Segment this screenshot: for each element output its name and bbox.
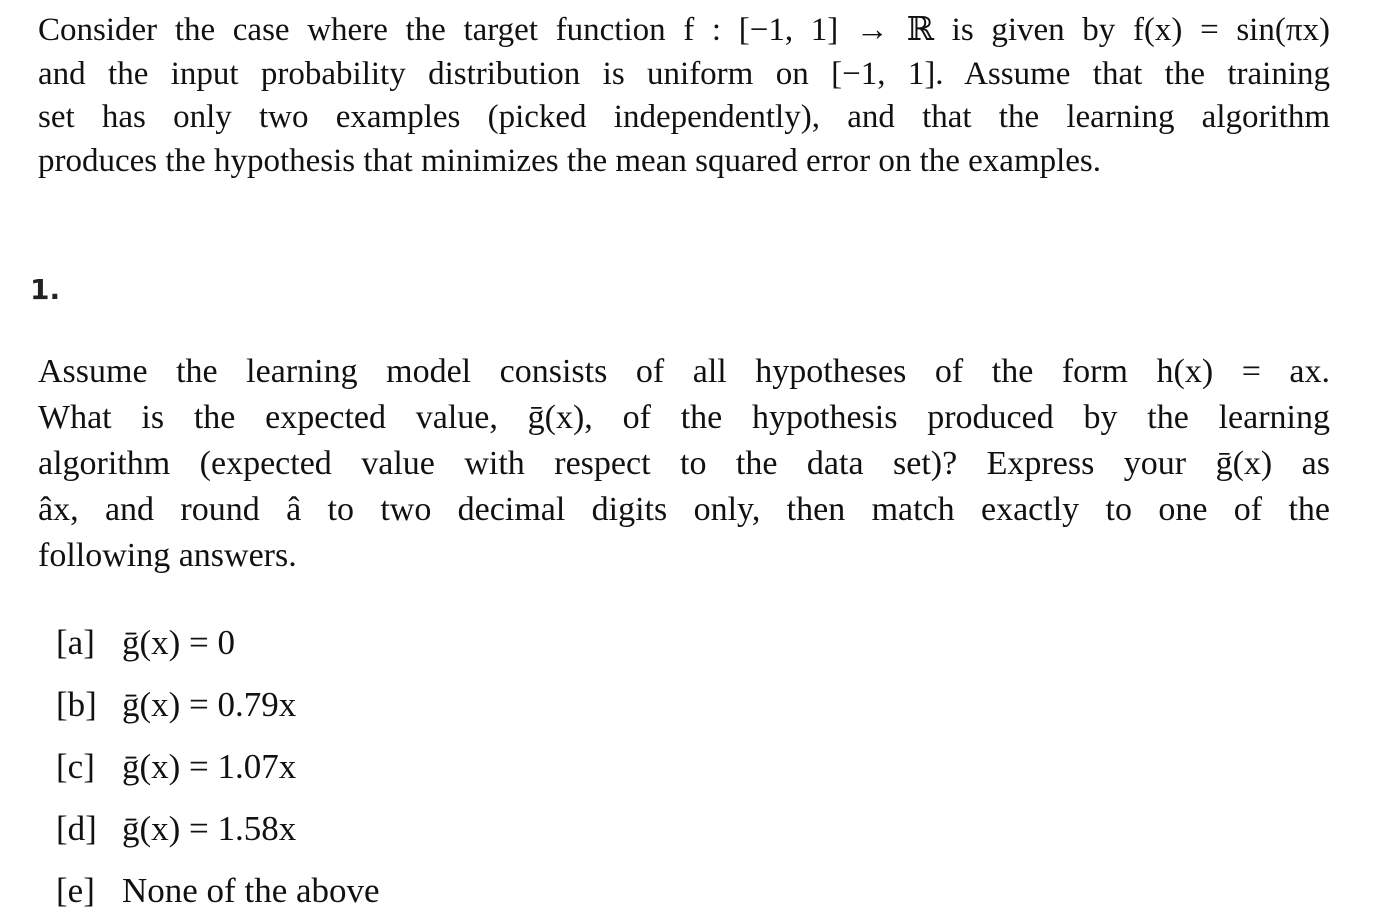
option-key: [a] [56,623,95,662]
question-number: 1. [30,273,61,306]
option-key: [e] [56,871,95,910]
question-line: Assume the learning model consists of all hypotheses of the form h(x) = ax. [38,353,1330,390]
option-key: [c] [56,747,95,786]
intro-paragraph [38,9,1330,183]
intro-line: set has only two examples (picked independently), and that the learning algorithm [38,99,1330,135]
question-paragraph [38,349,1330,579]
option-d[interactable] [56,798,380,860]
option-key: [d] [56,809,97,848]
option-a[interactable] [56,612,380,674]
option-text: ḡ(x) = 0 [122,623,236,662]
intro-line: Consider the case where the target function f : [−1, 1] → ℝ is given by f(x) = sin(πx) [38,12,1330,48]
answer-options [56,612,380,922]
question-line: What is the expected value, ḡ(x), of the hypothesis produced by the learning [38,399,1330,436]
option-b[interactable] [56,674,380,736]
option-text: None of the above [122,871,380,910]
question-line: following answers. [38,537,297,574]
option-text: ḡ(x) = 0.79x [122,685,297,724]
intro-line: and the input probability distribution is uniform on [−1, 1]. Assume that the training [38,55,1330,92]
intro-line: produces the hypothesis that minimizes the mean squared error on the examples. [38,142,1102,179]
question-line: âx, and round â to two decimal digits only, then match exactly to one of the [38,491,1330,528]
option-text: ḡ(x) = 1.07x [122,747,297,786]
question-line: algorithm (expected value with respect to the data set)? Express your ḡ(x) as [38,445,1330,482]
option-c[interactable] [56,736,380,798]
option-key: [b] [56,685,97,724]
option-e[interactable] [56,860,380,922]
option-text: ḡ(x) = 1.58x [122,809,297,848]
